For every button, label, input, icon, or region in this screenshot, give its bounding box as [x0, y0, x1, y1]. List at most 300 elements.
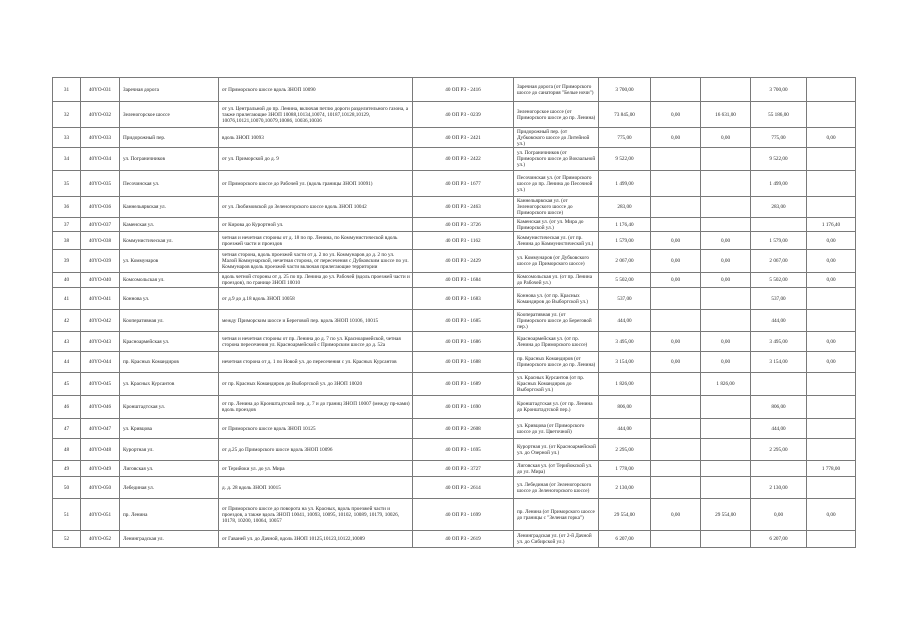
value-total-cell	[599, 419, 651, 439]
value-total: 1 579,00	[615, 237, 634, 244]
value-col-2-cell	[651, 250, 701, 273]
value-col-4: 1 579,00	[769, 237, 788, 244]
row-number: 37	[63, 221, 70, 228]
road-section-cell	[514, 332, 599, 352]
row-number-cell	[53, 273, 81, 288]
road-section: Зеленогорское шоссе (от Приморского шоссе до пр. Ленина)	[517, 108, 596, 121]
table-row	[53, 419, 856, 439]
value-col-4: 537,00	[771, 295, 786, 302]
road-name: Курортная ул.	[123, 446, 154, 453]
road-location: между Приморским шоссе и Береговой пер. вдоль ЗНОП 10106, 10015	[222, 317, 379, 324]
value-col-5: 0,00	[826, 277, 836, 283]
value-col-5-cell	[807, 310, 856, 332]
road-code-cell	[81, 148, 120, 171]
value-total: 537,00	[617, 295, 632, 302]
row-number: 33	[63, 134, 70, 141]
table-body	[53, 78, 856, 548]
table-row	[53, 396, 856, 419]
road-identifier-cell	[413, 273, 514, 288]
value-total-cell	[599, 310, 651, 332]
row-number: 49	[63, 465, 70, 472]
road-section: ул. Лебединая (от Зеленогорского шоссе до Зеленогорского шоссе)	[517, 481, 592, 494]
road-code: 40YO-042	[88, 317, 112, 324]
row-number: 41	[63, 295, 70, 302]
value-col-3: 16 631,00	[715, 111, 736, 118]
value-col-4-cell	[751, 148, 807, 171]
row-number-cell	[53, 197, 81, 218]
road-location: четная и нечетная стороны от д. 18 по пр. Ленина, по Коммунистической вдоль проезжей части и проездов	[222, 234, 398, 247]
value-total: 444,00	[617, 317, 632, 324]
value-col-4: 2 130,00	[769, 484, 788, 491]
road-section: ул. Коммунаров (от Дубковского шоссе до Приморского шоссе)	[517, 255, 589, 267]
row-number: 34	[63, 156, 70, 162]
road-name-cell	[120, 250, 219, 273]
road-section-cell	[514, 232, 599, 250]
value-col-5-cell	[807, 499, 856, 531]
road-identifier-cell	[413, 499, 514, 531]
value-col-4-cell	[751, 171, 807, 197]
value-col-5-cell	[807, 171, 856, 197]
road-section: Лиговская ул. (от Терийокской ул. до ул. Мира)	[517, 462, 593, 475]
road-name: ул. Красных Курсантов	[123, 381, 175, 387]
road-identifier-cell	[413, 461, 514, 477]
road-code-cell	[81, 396, 120, 419]
value-total-cell	[599, 102, 651, 128]
road-name-cell	[120, 477, 219, 499]
row-number-cell	[53, 148, 81, 171]
road-location-cell	[219, 288, 413, 310]
road-identifier-cell	[413, 439, 514, 461]
road-identifier: 40 ОП РЗ - 1695	[445, 446, 481, 453]
value-col-4-cell	[751, 352, 807, 373]
road-identifier-cell	[413, 310, 514, 332]
road-location-cell	[219, 310, 413, 332]
road-identifier-cell	[413, 171, 514, 197]
road-location: четная и нечетная стороны от пр. Ленина до д. 7 по ул. Красноармейской, четная сторона пересечения ул. Красноармейской с Приморским шоссе до д. 52а	[222, 335, 401, 348]
road-code-cell	[81, 477, 120, 499]
value-col-3-cell	[701, 102, 751, 128]
road-code-cell	[81, 373, 120, 396]
road-name: Заречная дорога	[123, 86, 159, 93]
value-col-4-cell	[751, 250, 807, 273]
value-col-3-cell	[701, 352, 751, 373]
road-section-cell	[514, 396, 599, 419]
row-number: 42	[63, 317, 70, 324]
value-total: 6 207,00	[615, 536, 634, 542]
road-location-cell	[219, 148, 413, 171]
road-name-cell	[120, 373, 219, 396]
value-col-5: 0,00	[826, 237, 836, 244]
road-name: ул. Коммунаров	[123, 258, 159, 264]
road-name-cell	[120, 352, 219, 373]
value-col-3: 0,00	[720, 338, 731, 345]
road-location: вдоль ЗНОП 10093	[222, 134, 264, 141]
value-total: 775,00	[617, 134, 632, 141]
table-row	[53, 439, 856, 461]
table-row	[53, 197, 856, 218]
road-section-cell	[514, 273, 599, 288]
table-row	[53, 250, 856, 273]
row-number-cell	[53, 288, 81, 310]
value-col-3-cell	[701, 78, 751, 102]
road-name-cell	[120, 419, 219, 439]
value-col-4-cell	[751, 273, 807, 288]
table-row	[53, 218, 856, 232]
value-total-cell	[599, 373, 651, 396]
value-col-5: 1 778,00	[821, 465, 841, 472]
table-row	[53, 477, 856, 499]
value-col-5: 0,00	[826, 511, 836, 518]
value-col-4: 283,00	[771, 204, 786, 210]
value-col-3-cell	[701, 373, 751, 396]
road-section: Каннельярвская ул. (от Зеленогорского шоссе до Приморского шоссе)	[517, 198, 573, 216]
road-code-cell	[81, 310, 120, 332]
road-code-cell	[81, 102, 120, 128]
road-code-cell	[81, 288, 120, 310]
value-total-cell	[599, 171, 651, 197]
road-location-cell	[219, 396, 413, 419]
road-section-cell	[514, 197, 599, 218]
road-name-cell	[120, 78, 219, 102]
table-row	[53, 310, 856, 332]
value-col-3-cell	[701, 310, 751, 332]
road-name-cell	[120, 102, 219, 128]
value-total-cell	[599, 531, 651, 548]
value-col-4-cell	[751, 373, 807, 396]
road-identifier: 40 ОП РЗ - 1699	[445, 511, 481, 518]
value-total: 1 176,40	[615, 221, 634, 228]
value-col-2-cell	[651, 461, 701, 477]
value-col-4-cell	[751, 197, 807, 218]
value-col-3-cell	[701, 288, 751, 310]
road-section: Ленинградская ул. (от 2-й Дачной ул. до Сибирской ул.)	[517, 533, 592, 545]
road-code-cell	[81, 128, 120, 148]
table-row	[53, 373, 856, 396]
value-col-3: 29 554,00	[715, 511, 736, 518]
value-total-cell	[599, 396, 651, 419]
road-location: от Приморского шоссе вдоль ЗНОП 10090	[222, 86, 316, 93]
value-col-5-cell	[807, 78, 856, 102]
road-name: Придорожный пер.	[123, 134, 166, 141]
value-col-4-cell	[751, 531, 807, 548]
road-location-cell	[219, 373, 413, 396]
road-name: пр. Красных Командиров	[123, 359, 179, 365]
value-col-2: 0,00	[670, 277, 681, 283]
road-location: четная сторона, вдоль проезжей части от д. 2 по ул. Коммунаров до д. 2 по ул. Малой Коммунарской, нечетная сторона, от пересечения с Дубковским шоссе по ул. Коммунаров вдоль проезжей части включая прилегающие территории	[222, 252, 409, 270]
value-total: 806,00	[617, 404, 632, 410]
road-code-cell	[81, 197, 120, 218]
road-location: от Гаваней ул. до Дачной, вдоль ЗНОП 10125,10123,10122,10089	[222, 536, 365, 542]
value-col-3-cell	[701, 396, 751, 419]
road-section-cell	[514, 439, 599, 461]
row-number-cell	[53, 499, 81, 531]
value-total-cell	[599, 461, 651, 477]
road-location: вдоль четной стороны от д. 25 по пр. Ленина до ул. Рабочей (вдоль проезжей части и проездов), по границе ЗНОП 10010	[222, 274, 410, 286]
road-code: 40YO-051	[88, 511, 112, 518]
value-col-2: 0,00	[670, 258, 681, 264]
value-total-cell	[599, 439, 651, 461]
road-location-cell	[219, 232, 413, 250]
row-number-cell	[53, 102, 81, 128]
table-row	[53, 102, 856, 128]
road-name: Красноармейская ул.	[123, 338, 170, 345]
road-code: 40YO-033	[88, 134, 112, 141]
value-col-2-cell	[651, 531, 701, 548]
row-number: 51	[63, 511, 70, 518]
road-section-cell	[514, 148, 599, 171]
road-section-cell	[514, 419, 599, 439]
road-code: 40YO-050	[88, 484, 112, 491]
row-number-cell	[53, 477, 81, 499]
value-col-2-cell	[651, 332, 701, 352]
road-name-cell	[120, 396, 219, 419]
road-identifier-cell	[413, 128, 514, 148]
table-row	[53, 288, 856, 310]
road-location-cell	[219, 78, 413, 102]
value-col-4: 55 186,00	[768, 111, 789, 118]
value-col-4-cell	[751, 461, 807, 477]
road-code-cell	[81, 531, 120, 548]
road-identifier-cell	[413, 352, 514, 373]
value-col-4: 444,00	[771, 425, 786, 432]
road-code-cell	[81, 78, 120, 102]
road-name: Коннова ул.	[123, 295, 150, 302]
table-row	[53, 171, 856, 197]
road-code: 40YO-052	[88, 536, 112, 542]
road-name-cell	[120, 148, 219, 171]
value-col-4-cell	[751, 419, 807, 439]
row-number-cell	[53, 128, 81, 148]
road-name-cell	[120, 310, 219, 332]
road-section: Коннова ул. (от пр. Красных Командиров до Выборгской ул.)	[517, 292, 589, 305]
value-col-3-cell	[701, 419, 751, 439]
road-section-cell	[514, 531, 599, 548]
value-total-cell	[599, 148, 651, 171]
road-name: Кронштадтская ул.	[123, 404, 166, 410]
road-section: Кронштадтская ул. (от пр. Ленина до Кронштадтской пер.)	[517, 401, 593, 413]
road-section: Песочинская ул. (от Приморского шоссе до пр. Ленина до Песочной ул.)	[517, 174, 593, 193]
road-identifier: 40 ОП РЗ - 2608	[445, 425, 481, 432]
value-col-2: 0,00	[670, 511, 681, 518]
value-col-4: 806,00	[771, 404, 786, 410]
road-name: Лиговская ул.	[123, 465, 154, 472]
value-col-5-cell	[807, 218, 856, 232]
value-col-2: 0,00	[670, 338, 681, 345]
value-col-2-cell	[651, 439, 701, 461]
road-location: от д.25 до Приморского шоссе вдоль ЗНОП 10096	[222, 446, 333, 453]
value-col-5: 0,00	[826, 134, 836, 141]
row-number-cell	[53, 461, 81, 477]
road-code-cell	[81, 171, 120, 197]
value-col-5-cell	[807, 332, 856, 352]
table-row	[53, 232, 856, 250]
value-col-5-cell	[807, 461, 856, 477]
row-number-cell	[53, 218, 81, 232]
road-name-cell	[120, 218, 219, 232]
road-identifier: 40 ОП РЗ - 2463	[445, 204, 481, 210]
value-col-4-cell	[751, 310, 807, 332]
value-col-3-cell	[701, 197, 751, 218]
road-section: ул. Кривцова (от Приморского шоссе до ул. Цветочной)	[517, 422, 585, 435]
row-number: 43	[63, 338, 70, 345]
road-section-cell	[514, 250, 599, 273]
road-name-cell	[120, 531, 219, 548]
road-section: ул. Красных Курсантов (от пр. Красных Командиров до Выборгской ул.)	[517, 375, 585, 393]
road-section: Коммунистическая ул. (от пр. Ленина до Коммунистической ул.)	[517, 234, 594, 247]
value-col-5-cell	[807, 128, 856, 148]
table-row	[53, 461, 856, 477]
value-col-3-cell	[701, 439, 751, 461]
value-col-5: 0,00	[826, 338, 836, 345]
road-name-cell	[120, 439, 219, 461]
row-number-cell	[53, 310, 81, 332]
road-section-cell	[514, 218, 599, 232]
value-col-4-cell	[751, 439, 807, 461]
row-number: 50	[63, 484, 70, 491]
road-name-cell	[120, 197, 219, 218]
value-total: 9 522,00	[615, 156, 634, 162]
road-section-cell	[514, 352, 599, 373]
value-col-2: 0,00	[670, 134, 681, 141]
road-code-cell	[81, 332, 120, 352]
table-row	[53, 273, 856, 288]
value-col-5-cell	[807, 531, 856, 548]
value-col-2-cell	[651, 373, 701, 396]
road-name-cell	[120, 128, 219, 148]
value-col-4: 444,00	[771, 317, 786, 324]
value-total: 2 130,00	[615, 484, 634, 491]
road-code: 40YO-045	[88, 381, 112, 387]
row-number: 31	[63, 86, 70, 93]
row-number-cell	[53, 531, 81, 548]
value-col-5-cell	[807, 396, 856, 419]
value-col-2-cell	[651, 396, 701, 419]
road-section: Каменская ул. (от ул. Мира до Приморской ул.)	[517, 218, 584, 231]
value-col-2-cell	[651, 310, 701, 332]
road-location-cell	[219, 499, 413, 531]
road-identifier: 40 ОП РЗ - 1688	[445, 359, 481, 365]
road-name: пр. Ленина	[123, 511, 148, 518]
row-number-cell	[53, 419, 81, 439]
road-section: Заречная дорога (от Приморского шоссе до санатория "Белые ночи")	[517, 83, 594, 96]
row-number: 44	[63, 359, 70, 365]
value-col-3-cell	[701, 461, 751, 477]
road-location-cell	[219, 218, 413, 232]
value-col-3-cell	[701, 531, 751, 548]
road-location: от ул. Любимовской до Зеленогорского шоссе вдоль ЗНОП 10042	[222, 204, 367, 210]
road-identifier: 40 ОП РЗ - 2416	[445, 86, 481, 93]
table-row	[53, 78, 856, 102]
value-total: 1 499,00	[615, 180, 634, 187]
value-col-3-cell	[701, 232, 751, 250]
road-identifier: 40 ОП РЗ - 2614	[445, 484, 481, 491]
value-col-3: 1 826,00	[716, 381, 735, 387]
value-total-cell	[599, 78, 651, 102]
road-name: ул. Кривцова	[123, 425, 152, 432]
value-total: 1 826,00	[615, 381, 634, 387]
row-number: 48	[63, 446, 70, 453]
value-col-3: 0,00	[720, 258, 731, 264]
value-col-3-cell	[701, 171, 751, 197]
value-col-2-cell	[651, 78, 701, 102]
road-code-cell	[81, 232, 120, 250]
road-location: от Приморского шоссе до поворота на ул. Красных, вдоль проезжей части и проездов, а также вдоль ЗНОП 10041, 10093, 10095, 10102, 10089, 10179, 10026, 10178, 10200, 10064, 10057	[222, 505, 400, 524]
road-code: 40YO-031	[88, 86, 112, 93]
table-row	[53, 128, 856, 148]
road-code: 40YO-049	[88, 465, 112, 472]
road-identifier: 40 ОП РЗ - 1686	[445, 338, 481, 345]
value-col-5-cell	[807, 373, 856, 396]
road-identifier: 40 ОП РЗ - 3727	[445, 465, 481, 472]
road-name: Песочинская ул.	[123, 180, 160, 187]
row-number-cell	[53, 439, 81, 461]
road-location-cell	[219, 352, 413, 373]
road-location: от Приморского шоссе вдоль ЗНОП 10125	[222, 425, 316, 432]
road-code: 40YO-047	[88, 425, 112, 432]
road-location-cell	[219, 461, 413, 477]
road-name-cell	[120, 288, 219, 310]
road-code-cell	[81, 499, 120, 531]
value-col-3-cell	[701, 128, 751, 148]
row-number: 45	[63, 381, 70, 387]
road-identifier-cell	[413, 250, 514, 273]
row-number: 32	[63, 111, 70, 118]
road-identifier-cell	[413, 477, 514, 499]
value-col-4: 1 499,00	[769, 180, 788, 187]
road-name: Ленинградская ул.	[123, 536, 164, 542]
road-code-cell	[81, 419, 120, 439]
row-number: 47	[63, 425, 70, 432]
value-col-4: 0,00	[773, 511, 784, 518]
value-col-4-cell	[751, 218, 807, 232]
road-section-cell	[514, 477, 599, 499]
road-code: 40YO-039	[88, 258, 112, 264]
value-col-4-cell	[751, 78, 807, 102]
road-identifier: 40 ОП РЗ - 1677	[445, 180, 481, 187]
row-number: 39	[63, 258, 70, 264]
road-code-cell	[81, 439, 120, 461]
value-col-5-cell	[807, 148, 856, 171]
road-identifier-cell	[413, 102, 514, 128]
value-col-4: 5 502,00	[769, 277, 788, 283]
value-total: 2 067,00	[615, 258, 634, 264]
road-identifier-cell	[413, 288, 514, 310]
road-code: 40YO-040	[88, 277, 112, 283]
row-number: 52	[63, 536, 70, 542]
road-location-cell	[219, 477, 413, 499]
road-name-cell	[120, 232, 219, 250]
value-col-5-cell	[807, 197, 856, 218]
value-col-4-cell	[751, 128, 807, 148]
value-col-4-cell	[751, 396, 807, 419]
value-total: 3 154,00	[615, 359, 634, 365]
value-col-5-cell	[807, 250, 856, 273]
road-name-cell	[120, 461, 219, 477]
value-col-3: 0,00	[720, 237, 731, 244]
value-col-3-cell	[701, 218, 751, 232]
value-total-cell	[599, 499, 651, 531]
row-number-cell	[53, 352, 81, 373]
value-col-5-cell	[807, 273, 856, 288]
value-col-3-cell	[701, 250, 751, 273]
road-location: от пр. Красных Командиров до Выборгской ул. до ЗНОП 10020	[222, 381, 363, 387]
road-identifier: 40 ОП РЗ - 1162	[445, 237, 481, 244]
value-total: 3 495,00	[615, 338, 634, 345]
road-identifier: 40 ОП РЗ - 2429	[445, 258, 481, 264]
value-col-5-cell	[807, 419, 856, 439]
value-total-cell	[599, 288, 651, 310]
road-code: 40YO-044	[88, 359, 112, 365]
